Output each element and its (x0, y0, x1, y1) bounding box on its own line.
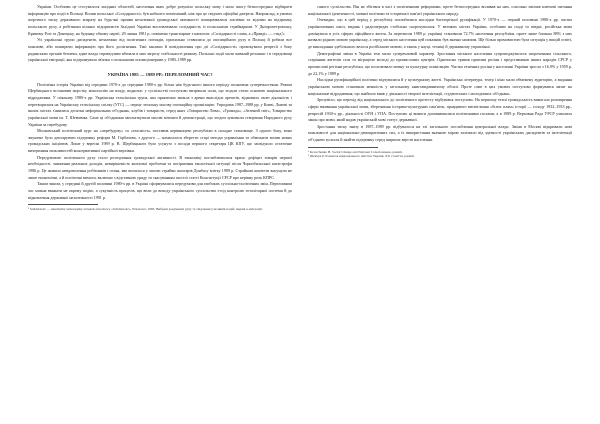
paragraph: самого суспільства. Він не збігався в часі з політичними реформами, проте безпосередньо впливав на них, оскільки зачіпав ключові питання національної ідентичності, мовної політики та історичної пам'яті українського народу. (308, 4, 572, 16)
right-column (308, 4, 572, 159)
footnote: ² Шевчук Р. Розвиток національного життя в Україні. XX століття, passim. (308, 154, 415, 159)
paragraph: Політична історія України від середини 1970-х до середини 1980-х рр. більш ніж будь-якого іншого періоду позначена суперечностями. Режим Щербицького встановив жорстку монополію на владу, водночас у суспільстві поступово визрівали сили, що згодом стали основою національного відродження. У пізньому 1980-х рр. Українська гельсінська група, яка практично зникла з арени внаслідок арештів, відновила свою діяльність і перетворилася на Українську гельсінську спілку (УГС) — першу легальну масову опозиційну організацію. Упродовж 1987–1988 рр. у Києві, Львові та інших містах з'явилися десятки неформальних об'єднань, клубів і товариств, серед яких «Товариство Лева», «Громада», «Зелений світ», Товариство української мови ім. Т. Шевченка. Саме ці об'єднання започаткували масові мітинги й демонстрації, що згодом зумовили створення Народного руху України за перебудову. (28, 81, 292, 127)
paragraph: Наслідки русифікаційної політики відчувалися й у культурному житті. Українська література, театр і кіно мали обмежену аудиторію, а видання українською мовою становили меншість у загальному книговидавничому обсязі. Проте саме в цих умовах поступово формувався запит на національне відродження, що знайшло вияв у діяльності творчої інтелігенції, студентських і молодіжних об'єднань. (308, 77, 572, 96)
section-heading: УКРАЇНА 1985 — 1989 РР.: ПЕРЕЛОМНИЙ ЧАС? (107, 71, 213, 77)
paragraph: Зрозуміло, що перехід від національного до політичного протесту відбувався поступово. На першому етапі громадськість вимагала розширення сфери вживання української мови, збереження історико-культурних пам'яток, правдивого висвітлення «білих плям» історії — голоду 1932–1933 рр., репресій 1930-х рр., діяльності ОУН і УПА. Поступово ці вимоги доповнювалися політичними гаслами, а в 1989 р. Верховна Рада УРСР ухвалила закон про мови, який надав українській мові статус державної. (308, 97, 572, 123)
footnote-divider (28, 204, 98, 205)
paragraph: України. Особливо це стосувалося західних областей, населення яких добре розуміло польську мову і мало змогу безпосередньо відбирати інформацію про події в Польщі. Вплив польської «Солідарності» був набагато помітніший, ніж про це свідчать офіційні джерела. Наприклад, в умовах жорсткого тиску державного апарату на будь-які прояви незалежної громадської активності поширювалися листівки та відозви на підтримку польського руху, а робітники кількох підприємств Західної України висловлювали солідарність із польськими страйкарями. У Дніпропетровську, Кривому Розі та Донецьку, на будинку обкому партії, 29 липня 1981 р. повішено транспарант з написом: «Солідарності слава, а «Правді» — стид!» (28, 4, 292, 36)
left-column (28, 4, 292, 212)
footnote-divider (308, 147, 378, 148)
footnote: ¹ Solidarność — niezależny samorządny związek zawodowy «Solidarność». Warszawa, 1983. Вибрані документи руху та свідчення учасників подій, видані в еміграції. (28, 207, 263, 212)
paragraph: Зростання тиску знизу в 1987–1989 рр. відбувалося на тлі загального послаблення центральної влади. Зміни в Москві відкривали нові можливості для національно-демократичних сил, а їх використання значною мірою залежало від здатності українських дисидентів та інтелігенції об'єднати зусилля й знайти підтримку серед ширших верств населення. (308, 123, 572, 143)
spacer (28, 64, 292, 70)
paragraph: Демографічні зміни в Україні теж мали суперечливий характер. Зростання міського населення супроводжувалося скороченням сільського, старінням жителів села та міграцією молоді до промислових центрів. Одночасно тривав приплив росіян і представників інших народів СРСР у промислові регіони республіки, що посилювало мовну та культурну асиміляцію. Частка етнічних росіян у населенні України зросла з 16,9% у 1959 р. до 22,1% у 1989 р. (308, 50, 572, 76)
paragraph: Передумовою політичного руху стало розгортання громадської активності. В економіці поглиблювалася криза: дефіцит товарів першої необхідності, зниження реальних доходів, невирішеність житлової проблеми та погіршення екологічної ситуації після Чорнобильської катастрофи 1986 р. Це живило невдоволення робітників і селян, яке вилилося у масові страйки шахтарів Донбасу влітку 1989 р. Страйкові комітети висунули не лише економічні, а й політичні вимоги, включно з відставкою уряду та скасуванням шостої статті Конституції СРСР про керівну роль КПРС. (28, 154, 292, 180)
footnote: ¹ Krawchenko B. Social Change and National Consciousness, passim. (308, 149, 403, 154)
paragraph: Таким чином, у середині й другій половині 1980-х рр. в Україні сформувалися передумови для глибоких суспільно-політичних змін. Переломним час можна вважати не окрему подію, а сукупність процесів, що вели до виходу українського суспільства з-під контролю тоталітарної системи й до відновлення державної незалежності 1991 р. (28, 181, 292, 200)
paragraph: Московський політичний курс на «перебудову» та «гласність» поставив керівництво республіки в складне становище. З одного боку, воно змушене було декларувати підтримку реформ М. Горбачова, з другого — намагалося зберегти старі методи управління та обмежити вплив нових громадських ініціатив. Лише у вересні 1989 р. В. Щербицького було усунуто з посади першого секретаря ЦК КПУ, що засвідчило остаточне вичерпання можливостей консервативної партійної верхівки. (28, 128, 292, 154)
paragraph: Усі українські групи дисидентів, незалежно від політичних поглядів, прихильно ставилися до опозиційного руху в Польщі й робили все можливе, аби поширити інформацію про його досягнення. Такі заклики й повідомлення про дії «Солідарності» провокували репресії з боку радянських органів безпеки, адже влада справедливо вбачала в них загрозу стабільності режиму. Польські події мали значний резонанс і в середовищі української еміграції, яка підтримувала зв'язки з польськими опозиціонерами у 1980–1989 рр. (28, 37, 292, 63)
paragraph: Очевидно, що в цей період у республіці поглибилися наслідки багаторічної русифікації. У 1970-х — першій половині 1980-х рр. частка україномовних шкіл, видань і радіопередач стабільно скорочувалася. У великих містах України, особливо на сході та півдні, російська мова домінувала в усіх сферах офіційного життя. За переписом 1989 р. українці становили 72,7% населення республіки, проте лише близько 88% з них назвали рідною мовою українську, а серед міського населення цей показник був значно нижчим. Ще більш промовистою була ситуація у вищій освіті, де викладання здебільшого велося російською мовою, а також у науці, техніці й державному управлінні. (308, 17, 572, 49)
